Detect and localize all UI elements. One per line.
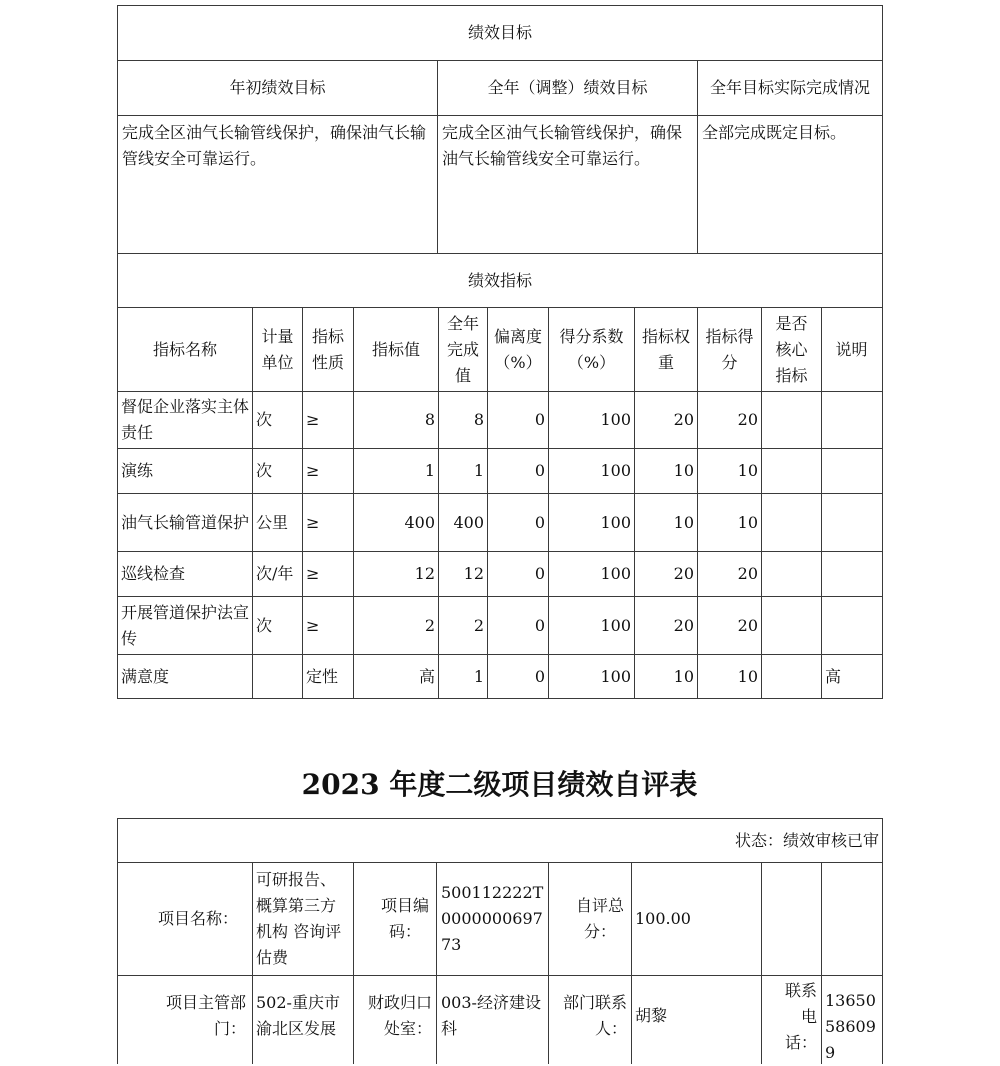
indicator-row-2-name: 油气长输管道保护 [121,512,250,532]
indicator-row-1-deviation: 0 [534,461,545,480]
indicator-row-0-score: 20 [737,410,758,429]
indicator-row-3-weight: 20 [673,564,694,583]
indicator-row-4-actual: 2 [473,615,484,635]
goals-col-actual: 全年目标实际完成情况 [709,78,870,97]
indicator-col-header-unit: 计量单位 [261,326,294,372]
indicator-row-3-deviation: 0 [534,564,545,583]
goals-actual-text: 全部完成既定目标。 [702,123,847,142]
finance-value: 003-经济建设科 [441,993,541,1038]
indicator-row-0-core [762,392,821,448]
indicator-row-2-weight: 10 [673,512,694,532]
indicator-row-2-deviation: 0 [534,512,545,532]
project-name-value: 可研报告、概算第三方机构 咨询评估费 [256,870,342,967]
indicator-col-header-target: 指标值 [371,339,420,359]
indicator-row-0-coef: 100 [600,410,631,429]
indicator-row-1-note [822,449,881,493]
indicator-row-5-target: 高 [418,666,435,686]
goals-initial-text: 完成全区油气长输管线保护，确保油气长输管线安全可靠运行。 [122,123,427,168]
indicator-row-3-target: 12 [414,564,435,583]
indicator-row-5-core [762,655,821,698]
self-score-value: 100.00 [635,909,691,928]
project-name-label: 项目名称： [157,909,238,928]
phone-value: 13650586099 [825,991,876,1062]
indicator-col-header-coef: 得分系数（%） [559,326,624,372]
indicator-row-2-note [822,494,881,551]
indicator-row-1-unit: 次 [256,461,273,480]
indicator-row-3-coef: 100 [600,564,631,583]
indicator-col-header-score: 指标得分 [705,326,754,372]
indicator-row-3-note [822,552,881,596]
indicator-col-header-note: 说明 [835,339,868,359]
indicator-row-1-name: 演练 [121,461,154,480]
indicator-row-1-target: 1 [424,461,435,480]
indicator-row-2-coef: 100 [600,512,631,532]
indicator-row-3-actual: 12 [463,564,484,583]
indicator-row-0-nature: ≥ [306,410,320,429]
indicator-col-header-deviation: 偏离度（%） [494,326,543,372]
indicator-row-0-actual: 8 [473,410,484,429]
indicator-col-header-weight: 指标权重 [641,326,690,372]
indicator-row-3-score: 20 [737,564,758,583]
indicator-row-2-score: 10 [737,512,758,532]
indicator-col-header-nature: 指标性质 [311,326,344,372]
finance-label: 财政归口处室： [367,993,432,1038]
indicator-row-2-unit: 公里 [256,512,289,532]
goals-col-initial: 年初绩效目标 [229,78,326,97]
indicator-row-4-core [762,597,821,654]
indicator-row-2-actual: 400 [453,512,484,532]
indicator-row-4-target: 2 [424,615,435,635]
indicator-row-5-coef: 100 [600,666,631,686]
indicator-row-3-core [762,552,821,596]
indicator-row-2-nature: ≥ [306,512,320,532]
self-score-label: 自评总分： [575,896,624,941]
indicator-row-4-unit: 次 [256,615,273,635]
goals-adjusted-text: 完成全区油气长输管线保护，确保油气长输管线安全可靠运行。 [442,123,683,168]
indicator-row-2-target: 400 [404,512,435,532]
project-code-value: 500112222T000000069773 [441,883,544,954]
indicator-row-4-score: 20 [737,615,758,635]
indicator-col-header-name: 指标名称 [152,339,217,359]
indicator-row-0-target: 8 [424,410,435,429]
indicator-row-4-nature: ≥ [306,615,320,635]
indicator-row-3-nature: ≥ [306,564,320,583]
indicator-row-0-unit: 次 [256,410,273,429]
indicators-header: 绩效指标 [467,270,532,290]
phone-label: 联系电话： [784,981,817,1052]
indicator-row-5-score: 10 [737,666,758,686]
indicator-row-5-note: 高 [825,666,842,686]
indicator-row-1-score: 10 [737,461,758,480]
second-table-title: 2023 年度二级项目绩效自评表 [301,768,698,801]
indicator-col-header-actual: 全年完成值 [446,313,479,385]
dept-label: 项目主管部门： [165,993,246,1038]
indicator-col-header-core: 是否核心指标 [775,313,808,385]
indicator-row-1-coef: 100 [600,461,631,480]
indicator-row-2-core [762,494,821,551]
indicator-row-1-nature: ≥ [306,461,320,480]
indicator-row-4-coef: 100 [600,615,631,635]
status-text: 状态：绩效审核已审 [734,830,879,850]
contact-value: 胡黎 [635,1006,668,1025]
goals-header: 绩效目标 [467,23,532,42]
indicator-row-3-unit: 次/年 [256,564,294,583]
indicator-row-1-core [762,449,821,493]
indicator-row-5-unit [253,655,302,698]
indicator-row-5-nature: 定性 [306,666,339,686]
contact-label: 部门联系人： [562,993,627,1038]
indicator-row-0-weight: 20 [673,410,694,429]
indicator-row-0-name: 督促企业落实主体责任 [121,397,250,442]
indicator-row-5-weight: 10 [673,666,694,686]
indicator-row-4-weight: 20 [673,615,694,635]
indicator-row-4-deviation: 0 [534,615,545,635]
indicator-row-4-name: 开展管道保护法宣传 [121,602,250,648]
indicator-row-5-deviation: 0 [534,666,545,686]
goals-col-adjusted: 全年（调整）绩效目标 [487,78,648,97]
indicator-row-5-name: 满意度 [121,666,170,686]
dept-value: 502-重庆市渝北区发展 [256,993,340,1038]
indicator-row-1-weight: 10 [673,461,694,480]
indicator-row-5-actual: 1 [473,666,484,686]
indicator-row-0-deviation: 0 [534,410,545,429]
project-code-label: 项目编码： [380,896,429,941]
indicator-row-4-note [822,597,881,654]
indicator-row-1-actual: 1 [473,461,484,480]
indicator-row-3-name: 巡线检查 [121,564,186,583]
indicator-row-0-note [822,392,881,448]
